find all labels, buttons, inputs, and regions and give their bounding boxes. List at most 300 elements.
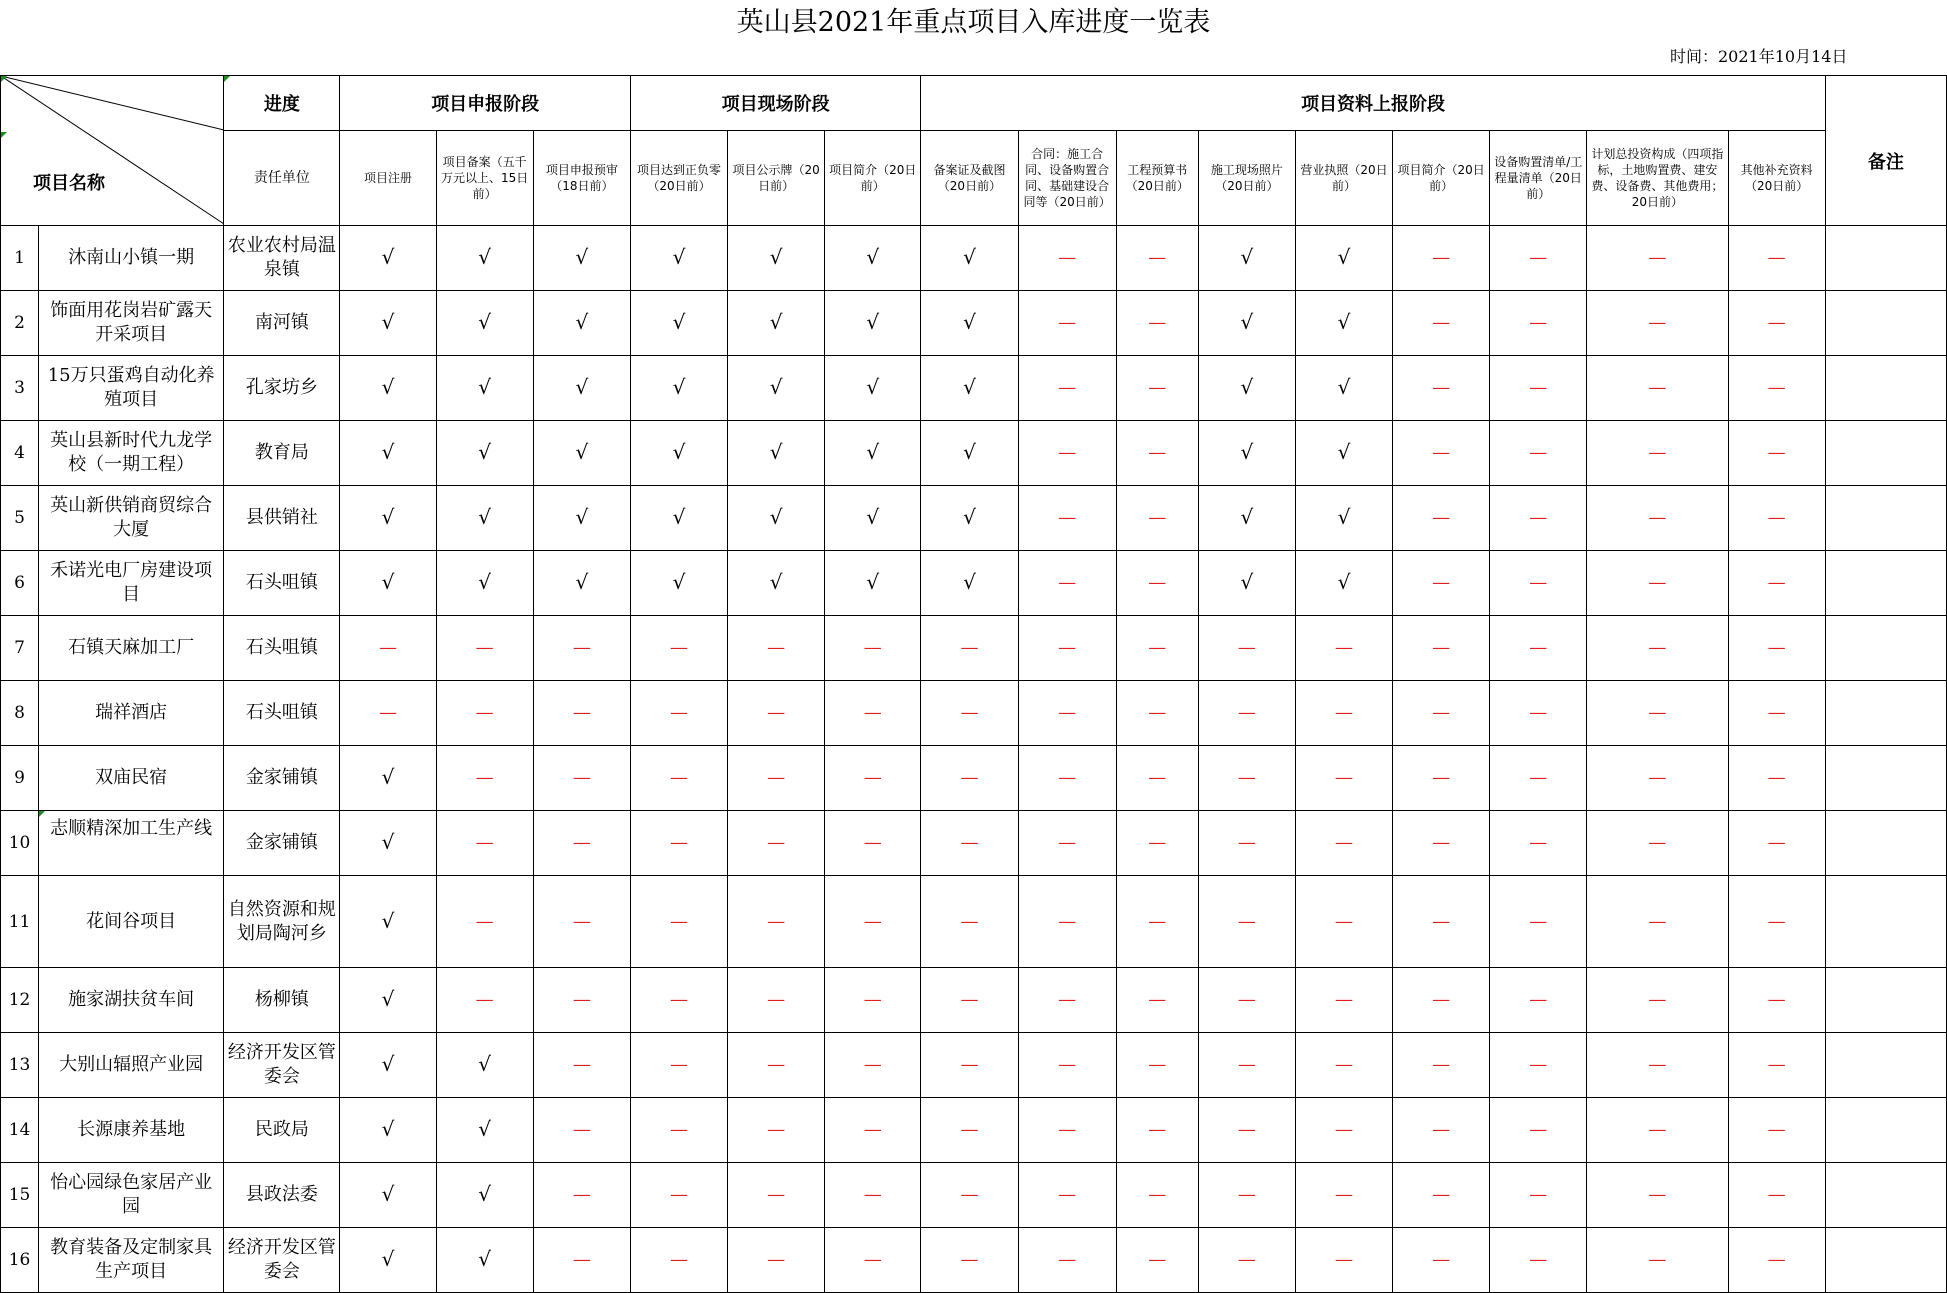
row-number: 3 [1,356,39,421]
status-cell [630,226,727,291]
table-row [1,968,1947,1033]
pending-dash-icon: — [863,1184,882,1205]
column-header: 项目简介（20日前） [1393,131,1490,226]
status-cell [1198,1098,1295,1163]
pending-dash-icon: — [1432,1119,1451,1140]
check-mark-icon: √ [381,830,395,854]
project-name-cell: 15万只蛋鸡自动化养殖项目 [39,356,224,421]
status-cell [1490,968,1587,1033]
row-number: 16 [1,1228,39,1293]
status-cell [825,356,921,421]
check-mark-icon: √ [672,440,686,464]
status-cell [1490,681,1587,746]
check-mark-icon: √ [478,310,492,334]
pending-dash-icon: — [1529,247,1548,268]
status-cell [1295,681,1392,746]
status-cell [1587,551,1728,616]
pending-dash-icon: — [1529,832,1548,853]
status-cell [436,681,533,746]
status-cell [630,811,727,876]
column-header: 工程预算书（20日前） [1116,131,1198,226]
check-mark-icon: √ [672,505,686,529]
pending-dash-icon: — [1334,767,1353,788]
status-cell [921,551,1018,616]
pending-dash-icon: — [1767,767,1786,788]
status-cell [1728,226,1825,291]
status-cell [728,1228,825,1293]
pending-dash-icon: — [1767,989,1786,1010]
status-cell [728,421,825,486]
project-name-cell: 大别山辐照产业园 [39,1033,224,1098]
status-cell [340,616,436,681]
project-name-cell: 教育装备及定制家具生产项目 [39,1228,224,1293]
page-title: 英山县2021年重点项目入库进度一览表 [736,7,1211,38]
pending-dash-icon: — [960,832,979,853]
check-mark-icon: √ [963,440,976,464]
remark-cell [1825,746,1946,811]
remark-cell [1825,616,1946,681]
remark-header: 备注 [1825,76,1946,226]
row-number: 12 [1,968,39,1033]
check-mark-icon: √ [381,375,395,399]
pending-dash-icon: — [572,637,591,658]
project-name-cell: 双庙民宿 [39,746,224,811]
pending-dash-icon: — [1648,1119,1667,1140]
responsible-unit-cell: 民政局 [224,1098,340,1163]
status-cell [1490,226,1587,291]
column-header: 项目达到正负零（20日前） [630,131,727,226]
pending-dash-icon: — [572,767,591,788]
project-name-cell: 瑞祥酒店 [39,681,224,746]
status-cell [1018,876,1116,968]
check-mark-icon: √ [963,505,976,529]
pending-dash-icon: — [1648,1249,1667,1270]
pending-dash-icon: — [1767,507,1786,528]
responsible-unit-cell: 石头咀镇 [224,616,340,681]
pending-dash-icon: — [767,637,786,658]
pending-dash-icon: — [1334,1119,1353,1140]
status-cell [340,1163,436,1228]
status-cell [1295,616,1392,681]
pending-dash-icon: — [1148,989,1167,1010]
check-mark-icon: √ [672,570,686,594]
status-cell [1018,1033,1116,1098]
status-cell [1295,291,1392,356]
pending-dash-icon: — [1648,572,1667,593]
column-header: 备案证及截图（20日前） [921,131,1018,226]
project-name-cell: 花间谷项目 [39,876,224,968]
check-mark-icon: √ [381,1182,395,1206]
pending-dash-icon: — [863,1119,882,1140]
pending-dash-icon: — [1529,1184,1548,1205]
pending-dash-icon: — [475,832,494,853]
status-cell [533,1098,630,1163]
status-cell [1728,1163,1825,1228]
check-mark-icon: √ [381,1247,395,1271]
status-cell [533,291,630,356]
status-cell [1198,1033,1295,1098]
check-mark-icon: √ [1337,375,1351,399]
project-name-cell: 英山县新时代九龙学校（一期工程） [39,421,224,486]
pending-dash-icon: — [1148,767,1167,788]
pending-dash-icon: — [1432,702,1451,723]
pending-dash-icon: — [1767,910,1786,932]
remark-cell [1825,681,1946,746]
status-cell [921,421,1018,486]
status-cell [1393,876,1490,968]
status-cell [340,876,436,968]
check-mark-icon: √ [478,570,492,594]
pending-dash-icon: — [1237,832,1256,853]
pending-dash-icon: — [1058,1249,1077,1270]
status-cell [1587,1098,1728,1163]
row-number: 7 [1,616,39,681]
status-cell [1728,681,1825,746]
pending-dash-icon: — [572,702,591,723]
project-name-cell: 怡心园绿色家居产业园 [39,1163,224,1228]
status-cell [825,1033,921,1098]
status-cell [1490,616,1587,681]
status-cell [1587,681,1728,746]
row-number: 9 [1,746,39,811]
pending-dash-icon: — [669,910,688,932]
status-cell [630,486,727,551]
status-cell [1393,681,1490,746]
status-cell [1728,616,1825,681]
status-cell [921,1163,1018,1228]
status-cell [436,1163,533,1228]
status-cell [533,1163,630,1228]
status-cell [1116,1098,1198,1163]
status-cell [825,1228,921,1293]
pending-dash-icon: — [1432,312,1451,333]
table-row [1,551,1947,616]
table-row [1,811,1947,876]
pending-dash-icon: — [1529,312,1548,333]
pending-dash-icon: — [379,637,398,658]
status-cell [1490,551,1587,616]
status-cell [728,811,825,876]
row-number: 1 [1,226,39,291]
status-cell [1198,1163,1295,1228]
remark-cell [1825,291,1946,356]
status-cell [1295,356,1392,421]
status-cell [1198,616,1295,681]
status-cell [1295,1033,1392,1098]
check-mark-icon: √ [1337,440,1351,464]
pending-dash-icon: — [1648,910,1667,932]
table-row [1,1228,1947,1293]
row-number: 6 [1,551,39,616]
pending-dash-icon: — [863,832,882,853]
check-mark-icon: √ [866,375,880,399]
status-cell [1393,421,1490,486]
pending-dash-icon: — [1237,1119,1256,1140]
check-mark-icon: √ [866,245,880,269]
status-cell [630,876,727,968]
status-cell [533,1228,630,1293]
pending-dash-icon: — [1648,312,1667,333]
column-header: 项目申报预审（18日前） [533,131,630,226]
pending-dash-icon: — [1058,1054,1077,1075]
check-mark-icon: √ [381,1117,395,1141]
progress-header: 进度 [224,76,340,131]
pending-dash-icon: — [1148,637,1167,658]
pending-dash-icon: — [1058,1184,1077,1205]
cell-marker-icon [39,811,45,817]
status-cell [1116,876,1198,968]
row-number: 15 [1,1163,39,1228]
pending-dash-icon: — [960,910,979,932]
pending-dash-icon: — [572,1119,591,1140]
status-cell [825,291,921,356]
check-mark-icon: √ [769,245,783,269]
pending-dash-icon: — [1767,1184,1786,1205]
status-cell [1198,486,1295,551]
status-cell [921,1098,1018,1163]
pending-dash-icon: — [1432,989,1451,1010]
status-cell [436,811,533,876]
status-cell [436,1098,533,1163]
status-cell [728,746,825,811]
responsible-unit-cell: 石头咀镇 [224,681,340,746]
pending-dash-icon: — [1767,702,1786,723]
status-cell [1198,1228,1295,1293]
status-cell [921,811,1018,876]
pending-dash-icon: — [1432,507,1451,528]
status-cell [1018,1163,1116,1228]
table-row [1,291,1947,356]
status-cell [1393,811,1490,876]
status-cell [1198,226,1295,291]
status-cell [1018,226,1116,291]
pending-dash-icon: — [863,702,882,723]
status-cell [1393,968,1490,1033]
status-cell [1018,681,1116,746]
status-cell [1116,1163,1198,1228]
pending-dash-icon: — [669,702,688,723]
row-number: 13 [1,1033,39,1098]
status-cell [1018,616,1116,681]
status-cell [1198,876,1295,968]
pending-dash-icon: — [1334,637,1353,658]
status-cell [1116,811,1198,876]
table-header [1,76,1947,226]
status-cell [825,811,921,876]
pending-dash-icon: — [960,1249,979,1270]
pending-dash-icon: — [1058,702,1077,723]
status-cell [1587,811,1728,876]
check-mark-icon: √ [575,245,589,269]
pending-dash-icon: — [1432,377,1451,398]
check-mark-icon: √ [1337,505,1351,529]
status-cell [1198,746,1295,811]
status-cell [1393,356,1490,421]
check-mark-icon: √ [478,505,492,529]
pending-dash-icon: — [863,910,882,932]
status-cell [1490,291,1587,356]
status-cell [340,291,436,356]
status-cell [728,616,825,681]
status-cell [1728,291,1825,356]
status-cell [921,1033,1018,1098]
pending-dash-icon: — [1432,247,1451,268]
pending-dash-icon: — [1237,989,1256,1010]
status-cell [1116,746,1198,811]
check-mark-icon: √ [866,310,880,334]
column-header: 项目备案（五千万元以上、15日前） [436,131,533,226]
status-cell [630,1033,727,1098]
pending-dash-icon: — [1058,572,1077,593]
row-number: 4 [1,421,39,486]
status-cell [728,226,825,291]
check-mark-icon: √ [478,375,492,399]
table-row [1,1163,1947,1228]
cell-marker-icon [224,76,230,82]
pending-dash-icon: — [1648,377,1667,398]
pending-dash-icon: — [1432,1249,1451,1270]
status-cell [1728,1228,1825,1293]
status-cell [1018,1098,1116,1163]
check-mark-icon: √ [575,375,589,399]
row-number: 14 [1,1098,39,1163]
pending-dash-icon: — [767,767,786,788]
status-cell [921,356,1018,421]
status-cell [630,291,727,356]
pending-dash-icon: — [1529,1119,1548,1140]
check-mark-icon: √ [1337,245,1351,269]
remark-cell [1825,1163,1946,1228]
status-cell [1198,291,1295,356]
pending-dash-icon: — [669,637,688,658]
project-name-cell: 英山新供销商贸综合大厦 [39,486,224,551]
status-cell [825,746,921,811]
check-mark-icon: √ [478,1182,492,1206]
pending-dash-icon: — [1432,910,1451,932]
pending-dash-icon: — [1432,767,1451,788]
status-cell [1295,486,1392,551]
check-mark-icon: √ [381,765,395,789]
stage-header-application: 项目申报阶段 [340,76,630,131]
pending-dash-icon: — [669,1249,688,1270]
status-cell [1295,1098,1392,1163]
status-cell [533,681,630,746]
status-cell [1198,551,1295,616]
status-cell [533,551,630,616]
check-mark-icon: √ [575,440,589,464]
pending-dash-icon: — [767,1184,786,1205]
status-cell [436,356,533,421]
status-cell [1393,226,1490,291]
pending-dash-icon: — [1767,637,1786,658]
pending-dash-icon: — [1058,247,1077,268]
responsible-unit-cell: 自然资源和规划局陶河乡 [224,876,340,968]
status-cell [921,681,1018,746]
remark-cell [1825,356,1946,421]
pending-dash-icon: — [1237,1249,1256,1270]
pending-dash-icon: — [1334,910,1353,932]
check-mark-icon: √ [381,245,395,269]
status-cell [630,968,727,1033]
status-cell [825,421,921,486]
check-mark-icon: √ [1240,245,1254,269]
check-mark-icon: √ [963,375,976,399]
check-mark-icon: √ [478,1052,492,1076]
row-number: 11 [1,876,39,968]
column-header: 施工现场照片（20日前） [1198,131,1295,226]
status-cell [1116,421,1198,486]
pending-dash-icon: — [767,1249,786,1270]
status-cell [1490,876,1587,968]
check-mark-icon: √ [963,310,976,334]
status-cell [1018,356,1116,421]
status-cell [1490,486,1587,551]
table-body [1,226,1947,1293]
status-cell [1018,746,1116,811]
status-cell [533,226,630,291]
check-mark-icon: √ [575,310,589,334]
pending-dash-icon: — [1432,832,1451,853]
pending-dash-icon: — [1648,247,1667,268]
pending-dash-icon: — [1529,910,1548,932]
status-cell [921,226,1018,291]
status-cell [921,1228,1018,1293]
check-mark-icon: √ [381,440,395,464]
status-cell [533,811,630,876]
status-cell [1116,681,1198,746]
pending-dash-icon: — [863,1249,882,1270]
remark-cell [1825,551,1946,616]
pending-dash-icon: — [1529,507,1548,528]
pending-dash-icon: — [475,702,494,723]
status-cell [1295,1228,1392,1293]
status-cell [728,356,825,421]
pending-dash-icon: — [1529,637,1548,658]
status-cell [340,811,436,876]
pending-dash-icon: — [863,989,882,1010]
status-cell [921,968,1018,1033]
status-cell [825,616,921,681]
pending-dash-icon: — [669,1184,688,1205]
status-cell [921,486,1018,551]
check-mark-icon: √ [672,245,686,269]
pending-dash-icon: — [1058,377,1077,398]
responsible-unit-cell: 孔家坊乡 [224,356,340,421]
status-cell [1728,1098,1825,1163]
status-cell [436,421,533,486]
status-cell [1295,421,1392,486]
status-cell [340,681,436,746]
status-cell [340,356,436,421]
pending-dash-icon: — [1529,1249,1548,1270]
check-mark-icon: √ [769,310,783,334]
status-cell [728,486,825,551]
pending-dash-icon: — [1529,989,1548,1010]
pending-dash-icon: — [1767,1249,1786,1270]
table-row [1,681,1947,746]
pending-dash-icon: — [1767,442,1786,463]
status-cell [1116,616,1198,681]
status-cell [1116,551,1198,616]
pending-dash-icon: — [767,910,786,932]
status-cell [1587,746,1728,811]
status-cell [728,1163,825,1228]
stage-header-site: 项目现场阶段 [630,76,920,131]
status-cell [630,421,727,486]
status-cell [436,1033,533,1098]
status-cell [533,356,630,421]
cell-marker-icon [1,76,7,82]
